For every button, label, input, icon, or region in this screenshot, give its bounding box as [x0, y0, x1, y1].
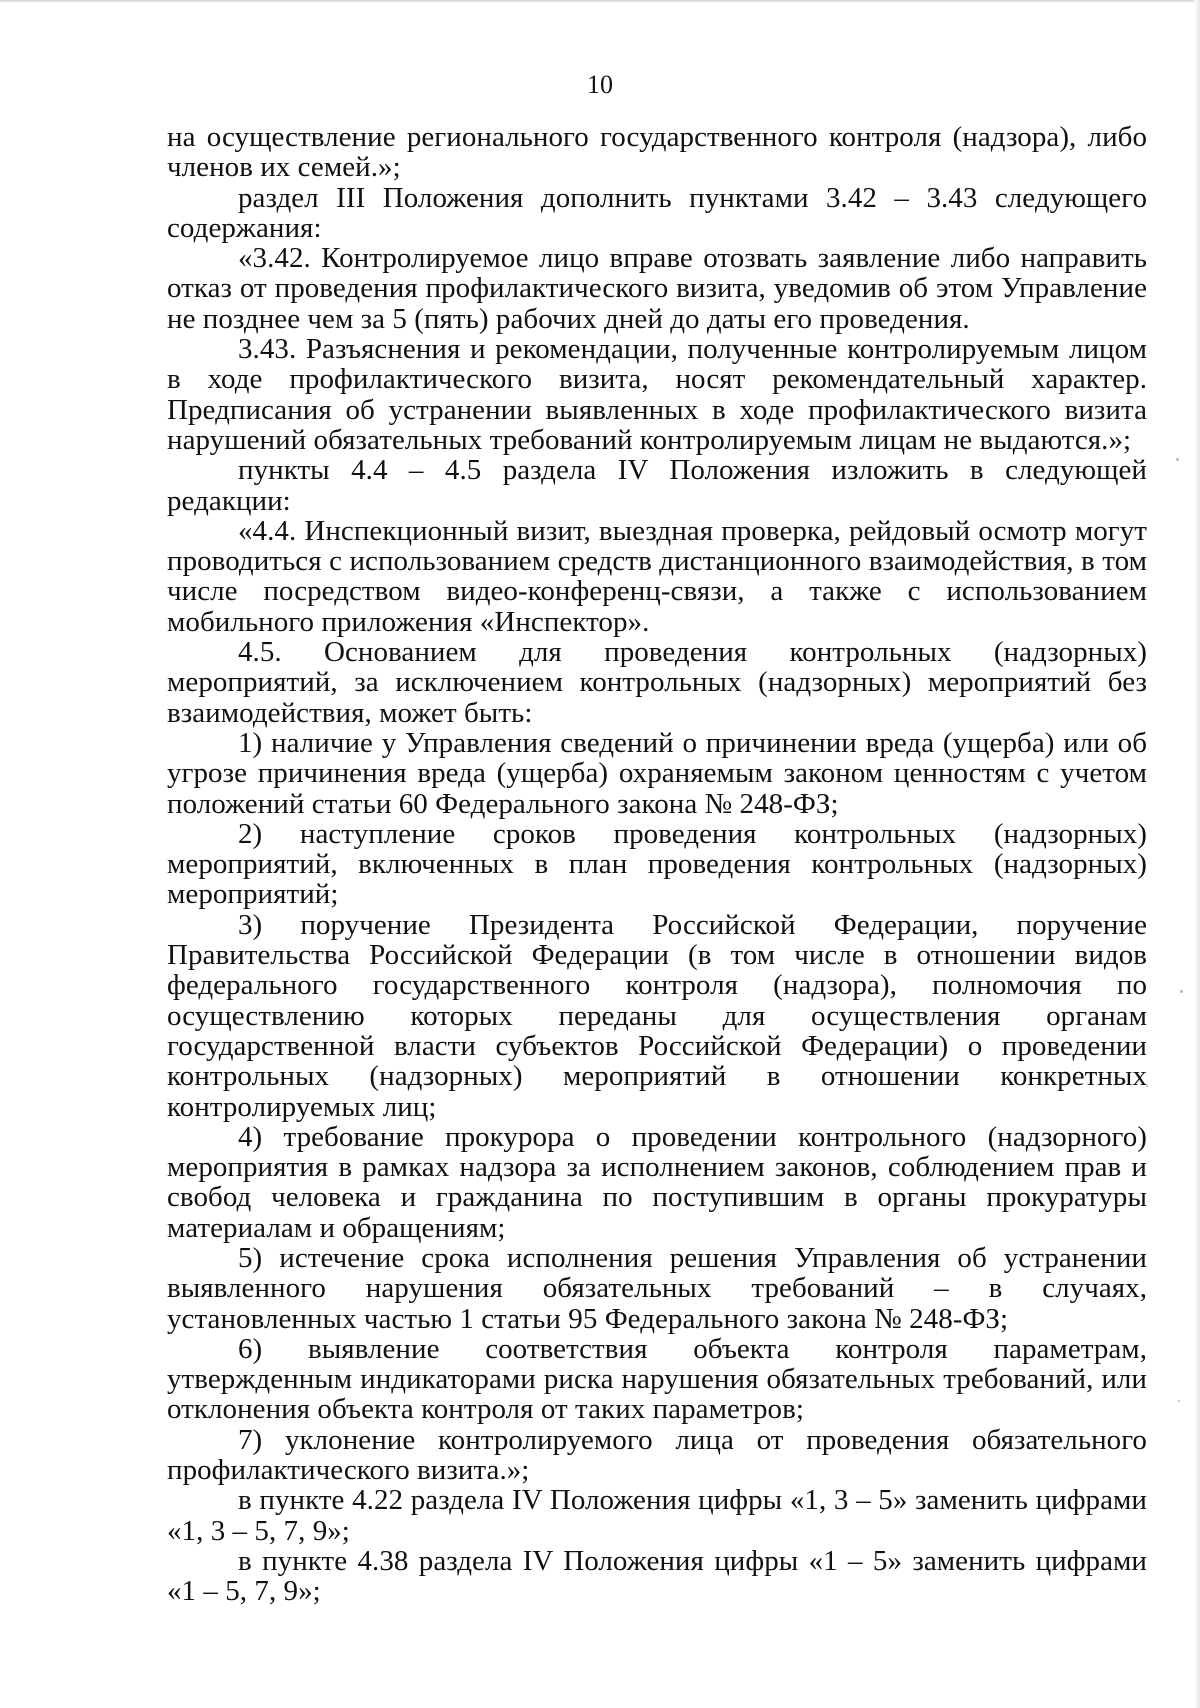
paragraph: 4) требование прокурора о проведении контрольного (надзорного) мероприятия в рамках надзора за исполнением законов, соблюдением прав и свобод человека и гражданина по поступившим в органы прокуратуры материалам и обращениям; — [167, 1120, 1147, 1244]
scan-speck — [1176, 458, 1179, 461]
paragraph: 6) выявление соответствия объекта контроля параметрам, утвержденным индикаторами риска нарушения обязательных требований, или отклонения объекта контроля от таких параметров; — [167, 1332, 1147, 1426]
paragraph: раздел III Положения дополнить пунктами 3.42 – 3.43 следующего содержания: — [167, 181, 1147, 244]
scan-edge-right — [1194, 0, 1200, 1708]
paragraph: 3.43. Разъяснения и рекомендации, полученные контролируемым лицом в ходе профилактического визита, носят рекомендательный характер. Предписания об устранении выявленных в ходе профилактического визита нарушений обязательных требований контролируемым лицам не выдаются.»; — [167, 333, 1147, 456]
paragraph: пункты 4.4 – 4.5 раздела IV Положения изложить в следующей редакции: — [167, 454, 1147, 517]
paragraph: 5) истечение срока исполнения решения Управления об устранении выявленного нарушения обязательных требований – в случаях, установленных частью 1 статьи 95 Федерального закона № 248-ФЗ; — [167, 1241, 1147, 1335]
scan-speck — [1180, 990, 1183, 993]
scan-edge-top — [0, 0, 1200, 3]
paragraph: 7) уклонение контролируемого лица от проведения обязательного профилактического визита.»; — [167, 1423, 1147, 1487]
paragraph: 1) наличие у Управления сведений о причинении вреда (ущерба) или об угрозе причинения вреда (ущерба) охраняемым законом ценностям с учетом положений статьи 60 Федерального закона № 248-ФЗ; — [167, 726, 1147, 820]
paragraph: на осуществление регионального государственного контроля (надзора), либо членов их семей.»; — [167, 121, 1147, 184]
paragraph: «4.4. Инспекционный визит, выездная проверка, рейдовый осмотр могут проводиться с использованием средств дистанционного взаимодействия, в том числе посредством видео-конференц-связи, а также с использованием мобильного приложения «Инспектор». — [167, 514, 1147, 638]
paragraph: в пункте 4.38 раздела IV Положения цифры «1 – 5» заменить цифрами «1 – 5, 7, 9»; — [167, 1544, 1147, 1608]
paragraph: 3) поручение Президента Российской Федерации, поручение Правительства Российской Федерации (в том числе в отношении видов федерального государственного контроля (надзора), полномочия по осуществлению которых переданы для осуществления органам государственной власти субъектов Российской Федерации) о проведении контрольных (надзорных) мероприятий в отношении конкретных контролируемых лиц; — [167, 908, 1147, 1123]
paragraph: в пункте 4.22 раздела IV Положения цифры «1, 3 – 5» заменить цифрами «1, 3 – 5, 7, 9»; — [167, 1484, 1147, 1547]
paragraph: 2) наступление сроков проведения контрольных (надзорных) мероприятий, включенных в план проведения контрольных (надзорных) мероприятий; — [167, 817, 1147, 911]
paragraph: 4.5. Основанием для проведения контрольных (надзорных) мероприятий, за исключением контрольных (надзорных) мероприятий без взаимодействия, может быть: — [167, 636, 1147, 729]
scan-speck — [1178, 1400, 1180, 1402]
document-body — [167, 122, 1147, 1607]
page-number: 10 — [587, 70, 613, 99]
paragraph: «3.42. Контролируемое лицо вправе отозвать заявление либо направить отказ от проведения профилактического визита, уведомив об этом Управление не позднее чем за 5 (пять) рабочих дней до даты его проведения. — [167, 242, 1147, 335]
